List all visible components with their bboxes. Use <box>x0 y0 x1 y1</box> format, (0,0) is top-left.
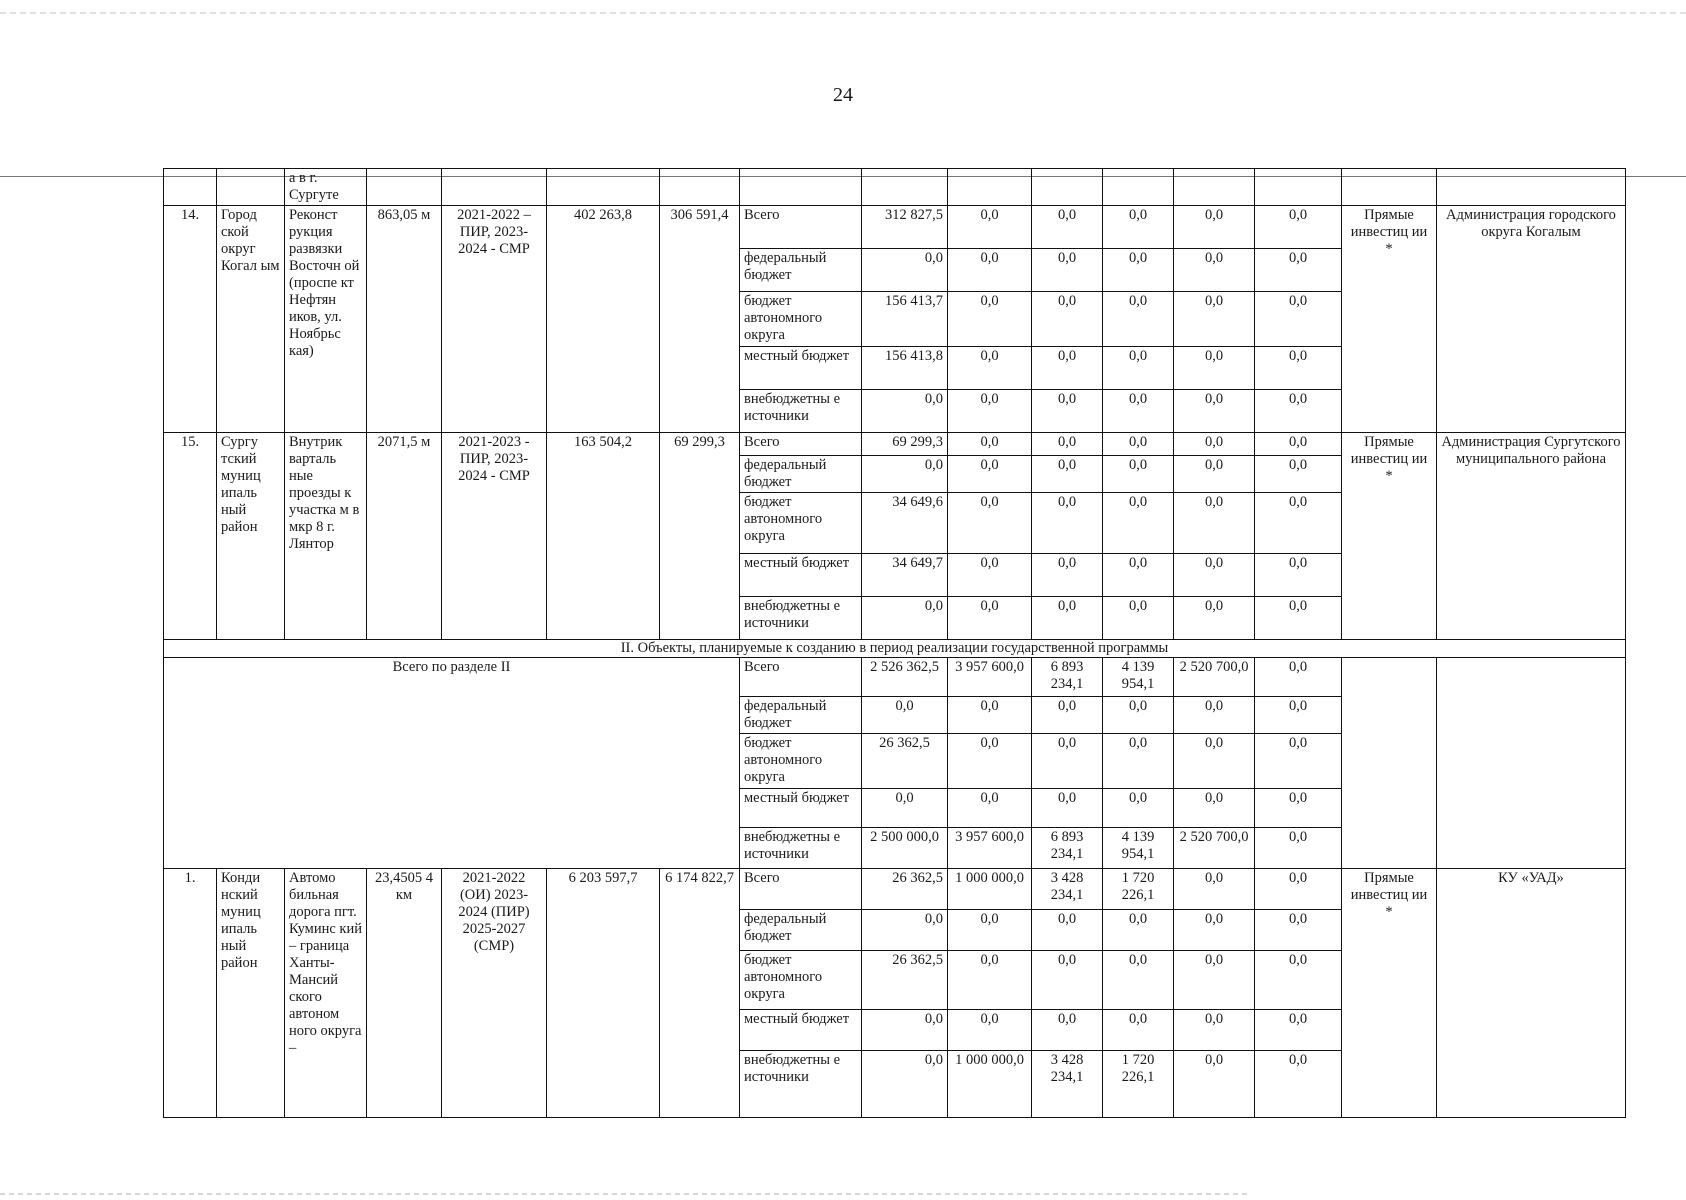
amount-cell: 0,0 <box>948 697 1032 734</box>
source-label-cell: внебюджетны е источники <box>740 390 862 433</box>
customer-cell: КУ «УАД» <box>1437 869 1626 1118</box>
amount-cell: 0,0 <box>1103 206 1174 249</box>
amount-cell: 0,0 <box>1032 249 1103 292</box>
amount-cell: 0,0 <box>1032 1010 1103 1051</box>
amount-cell: 0,0 <box>1103 433 1174 456</box>
amount-cell: 0,0 <box>1174 249 1255 292</box>
amount-cell: 0,0 <box>1255 433 1342 456</box>
amount-cell: 6 893 234,1 <box>1032 658 1103 697</box>
section-title-cell: II. Объекты, планируемые к созданию в период реализации государственной программы <box>164 640 1626 658</box>
remaining-cost-cell: 69 299,3 <box>660 433 740 640</box>
amount-cell: 0,0 <box>1032 697 1103 734</box>
source-label-cell: внебюджетны е источники <box>740 597 862 640</box>
amount-cell: 312 827,5 <box>862 206 948 249</box>
amount-cell: 0,0 <box>1103 597 1174 640</box>
source-label-cell: местный бюджет <box>740 347 862 390</box>
amount-cell: 0,0 <box>862 1010 948 1051</box>
empty-cell <box>862 169 948 206</box>
amount-cell: 2 520 700,0 <box>1174 658 1255 697</box>
amount-cell: 0,0 <box>948 456 1032 493</box>
carry-object-cell: а в г. Сургуте <box>285 169 367 206</box>
amount-cell: 0,0 <box>1174 597 1255 640</box>
amount-cell: 1 000 000,0 <box>948 869 1032 910</box>
object-number-cell: 1. <box>164 869 217 1118</box>
amount-cell: 0,0 <box>1255 734 1342 789</box>
amount-cell: 0,0 <box>1032 597 1103 640</box>
amount-cell: 0,0 <box>1032 789 1103 828</box>
amount-cell: 0,0 <box>1255 206 1342 249</box>
amount-cell: 0,0 <box>1255 828 1342 869</box>
capacity-cell: 2071,5 м <box>367 433 442 640</box>
customer-cell: Администрация Сургутского муниципального района <box>1437 433 1626 640</box>
amount-cell: 156 413,8 <box>862 347 948 390</box>
amount-cell: 0,0 <box>948 493 1032 554</box>
budget-table <box>163 168 1626 1118</box>
amount-cell: 0,0 <box>948 910 1032 951</box>
period-cell: 2021-2023 - ПИР, 2023-2024 - СМР <box>442 433 547 640</box>
source-label-cell: местный бюджет <box>740 789 862 828</box>
empty-cell <box>740 169 862 206</box>
empty-cell <box>367 169 442 206</box>
amount-cell: 0,0 <box>948 249 1032 292</box>
amount-cell: 0,0 <box>1174 390 1255 433</box>
amount-cell: 34 649,7 <box>862 554 948 597</box>
source-label-cell: Всего <box>740 433 862 456</box>
amount-cell: 0,0 <box>1255 597 1342 640</box>
amount-cell: 4 139 954,1 <box>1103 828 1174 869</box>
empty-cell <box>1103 169 1174 206</box>
object-name-cell: Внутрик варталь ные проезды к участка м в мкр 8 г. Лянтор <box>285 433 367 640</box>
scan-edge-top <box>0 12 1686 14</box>
estimated-cost-cell: 163 504,2 <box>547 433 660 640</box>
source-label-cell: Всего <box>740 658 862 697</box>
amount-cell: 0,0 <box>1174 910 1255 951</box>
section-total-row <box>164 658 1626 697</box>
amount-cell: 0,0 <box>1255 554 1342 597</box>
object-14-row <box>164 206 1626 249</box>
source-label-cell: внебюджетны е источники <box>740 828 862 869</box>
amount-cell: 1 000 000,0 <box>948 1051 1032 1118</box>
amount-cell: 0,0 <box>1103 249 1174 292</box>
empty-cell <box>547 169 660 206</box>
amount-cell: 0,0 <box>1032 456 1103 493</box>
amount-cell: 0,0 <box>948 347 1032 390</box>
municipality-cell: Сургу тский муниц ипаль ный район <box>217 433 285 640</box>
amount-cell: 0,0 <box>862 910 948 951</box>
source-label-cell: местный бюджет <box>740 1010 862 1051</box>
amount-cell: 0,0 <box>1255 658 1342 697</box>
amount-cell: 0,0 <box>1174 869 1255 910</box>
period-cell: 2021-2022 (ОИ) 2023- 2024 (ПИР) 2025-2027 (СМР) <box>442 869 547 1118</box>
amount-cell: 0,0 <box>1103 1010 1174 1051</box>
amount-cell: 1 720 226,1 <box>1103 869 1174 910</box>
capacity-cell: 863,05 м <box>367 206 442 433</box>
amount-cell: 0,0 <box>1032 433 1103 456</box>
capacity-cell: 23,4505 4 км <box>367 869 442 1118</box>
amount-cell: 0,0 <box>948 951 1032 1010</box>
amount-cell: 0,0 <box>1174 734 1255 789</box>
amount-cell: 0,0 <box>1174 292 1255 347</box>
amount-cell: 0,0 <box>1174 456 1255 493</box>
municipality-cell: Город ской округ Когал ым <box>217 206 285 433</box>
source-label-cell: федеральный бюджет <box>740 456 862 493</box>
amount-cell: 0,0 <box>1032 206 1103 249</box>
section-title-row <box>164 640 1626 658</box>
amount-cell: 0,0 <box>1174 433 1255 456</box>
amount-cell: 0,0 <box>1032 390 1103 433</box>
amount-cell: 0,0 <box>862 597 948 640</box>
source-label-cell: Всего <box>740 869 862 910</box>
source-label-cell: бюджет автономного округа <box>740 292 862 347</box>
amount-cell: 0,0 <box>1255 456 1342 493</box>
empty-cell <box>1255 169 1342 206</box>
amount-cell: 6 893 234,1 <box>1032 828 1103 869</box>
mechanism-cell: Прямые инвестиц ии * <box>1342 869 1437 1118</box>
amount-cell: 0,0 <box>1255 390 1342 433</box>
amount-cell: 0,0 <box>1032 734 1103 789</box>
source-label-cell: бюджет автономного округа <box>740 734 862 789</box>
amount-cell: 0,0 <box>948 292 1032 347</box>
amount-cell: 0,0 <box>1255 869 1342 910</box>
amount-cell: 0,0 <box>1255 951 1342 1010</box>
mechanism-cell: Прямые инвестиц ии * <box>1342 206 1437 433</box>
amount-cell: 2 520 700,0 <box>1174 828 1255 869</box>
empty-cell <box>217 169 285 206</box>
amount-cell: 0,0 <box>862 697 948 734</box>
amount-cell: 0,0 <box>1103 292 1174 347</box>
amount-cell: 0,0 <box>1103 554 1174 597</box>
object-15-row <box>164 433 1626 456</box>
amount-cell: 0,0 <box>1174 789 1255 828</box>
amount-cell: 3 428 234,1 <box>1032 869 1103 910</box>
amount-cell: 1 720 226,1 <box>1103 1051 1174 1118</box>
section-total-label-cell: Всего по разделе II <box>164 658 740 869</box>
source-label-cell: федеральный бюджет <box>740 697 862 734</box>
amount-cell: 0,0 <box>862 456 948 493</box>
remaining-cost-cell: 306 591,4 <box>660 206 740 433</box>
amount-cell: 0,0 <box>1174 493 1255 554</box>
amount-cell: 0,0 <box>1255 789 1342 828</box>
object-number-cell: 14. <box>164 206 217 433</box>
empty-cell <box>1174 169 1255 206</box>
amount-cell: 0,0 <box>1255 1010 1342 1051</box>
amount-cell: 3 957 600,0 <box>948 828 1032 869</box>
customer-cell: Администрация городского округа Когалым <box>1437 206 1626 433</box>
amount-cell: 3 428 234,1 <box>1032 1051 1103 1118</box>
empty-cell <box>1342 169 1437 206</box>
amount-cell: 2 500 000,0 <box>862 828 948 869</box>
amount-cell: 0,0 <box>1032 554 1103 597</box>
amount-cell: 0,0 <box>1103 789 1174 828</box>
source-label-cell: федеральный бюджет <box>740 249 862 292</box>
amount-cell: 26 362,5 <box>862 869 948 910</box>
amount-cell: 0,0 <box>1103 456 1174 493</box>
object-name-cell: Реконст рукция развязки Восточн ой (проспе кт Нефтян иков, ул. Ноябрьс кая) <box>285 206 367 433</box>
empty-cell <box>1032 169 1103 206</box>
amount-cell: 26 362,5 <box>862 734 948 789</box>
object-number-cell: 15. <box>164 433 217 640</box>
mechanism-cell: Прямые инвестиц ии * <box>1342 433 1437 640</box>
amount-cell: 26 362,5 <box>862 951 948 1010</box>
object-1-row <box>164 869 1626 910</box>
amount-cell: 0,0 <box>862 789 948 828</box>
remaining-cost-cell: 6 174 822,7 <box>660 869 740 1118</box>
amount-cell: 0,0 <box>862 1051 948 1118</box>
amount-cell: 0,0 <box>1103 910 1174 951</box>
amount-cell: 0,0 <box>948 597 1032 640</box>
amount-cell: 0,0 <box>1103 493 1174 554</box>
amount-cell: 0,0 <box>1255 1051 1342 1118</box>
amount-cell: 0,0 <box>1103 951 1174 1010</box>
amount-cell: 0,0 <box>948 206 1032 249</box>
amount-cell: 0,0 <box>1255 249 1342 292</box>
source-label-cell: внебюджетны е источники <box>740 1051 862 1118</box>
amount-cell: 0,0 <box>1174 1051 1255 1118</box>
amount-cell: 0,0 <box>948 433 1032 456</box>
empty-cell <box>948 169 1032 206</box>
source-label-cell: бюджет автономного округа <box>740 951 862 1010</box>
amount-cell: 34 649,6 <box>862 493 948 554</box>
amount-cell: 0,0 <box>1174 347 1255 390</box>
empty-cell <box>660 169 740 206</box>
amount-cell: 2 526 362,5 <box>862 658 948 697</box>
amount-cell: 0,0 <box>948 734 1032 789</box>
page-number: 24 <box>833 84 853 106</box>
amount-cell: 69 299,3 <box>862 433 948 456</box>
empty-cell <box>442 169 547 206</box>
object-name-cell: Автомо бильная дорога пгт. Куминс кий – граница Ханты- Мансий ского автоном ного округа – <box>285 869 367 1118</box>
source-label-cell: бюджет автономного округа <box>740 493 862 554</box>
amount-cell: 0,0 <box>948 554 1032 597</box>
amount-cell: 0,0 <box>1032 951 1103 1010</box>
amount-cell: 0,0 <box>1103 697 1174 734</box>
period-cell: 2021-2022 – ПИР, 2023-2024 - СМР <box>442 206 547 433</box>
amount-cell: 3 957 600,0 <box>948 658 1032 697</box>
empty-cell <box>1437 169 1626 206</box>
amount-cell: 0,0 <box>948 390 1032 433</box>
amount-cell: 0,0 <box>1032 910 1103 951</box>
source-label-cell: Всего <box>740 206 862 249</box>
amount-cell: 0,0 <box>1255 347 1342 390</box>
estimated-cost-cell: 402 263,8 <box>547 206 660 433</box>
estimated-cost-cell: 6 203 597,7 <box>547 869 660 1118</box>
empty-cell <box>164 169 217 206</box>
amount-cell: 0,0 <box>1174 951 1255 1010</box>
amount-cell: 0,0 <box>862 249 948 292</box>
amount-cell: 0,0 <box>948 789 1032 828</box>
amount-cell: 0,0 <box>948 1010 1032 1051</box>
municipality-cell: Конди нский муниц ипаль ный район <box>217 869 285 1118</box>
amount-cell: 0,0 <box>1032 292 1103 347</box>
amount-cell: 4 139 954,1 <box>1103 658 1174 697</box>
amount-cell: 0,0 <box>1174 697 1255 734</box>
amount-cell: 0,0 <box>1255 493 1342 554</box>
amount-cell: 0,0 <box>1255 697 1342 734</box>
amount-cell: 0,0 <box>1255 910 1342 951</box>
amount-cell: 0,0 <box>862 390 948 433</box>
amount-cell: 0,0 <box>1174 206 1255 249</box>
carry-row <box>164 169 1626 206</box>
amount-cell: 0,0 <box>1032 493 1103 554</box>
amount-cell: 0,0 <box>1174 554 1255 597</box>
empty-cell <box>1342 658 1437 869</box>
amount-cell: 156 413,7 <box>862 292 948 347</box>
scan-edge-bottom <box>0 1193 1250 1195</box>
empty-cell <box>1437 658 1626 869</box>
source-label-cell: местный бюджет <box>740 554 862 597</box>
amount-cell: 0,0 <box>1103 347 1174 390</box>
amount-cell: 0,0 <box>1174 1010 1255 1051</box>
amount-cell: 0,0 <box>1103 734 1174 789</box>
amount-cell: 0,0 <box>1032 347 1103 390</box>
amount-cell: 0,0 <box>1255 292 1342 347</box>
amount-cell: 0,0 <box>1103 390 1174 433</box>
source-label-cell: федеральный бюджет <box>740 910 862 951</box>
